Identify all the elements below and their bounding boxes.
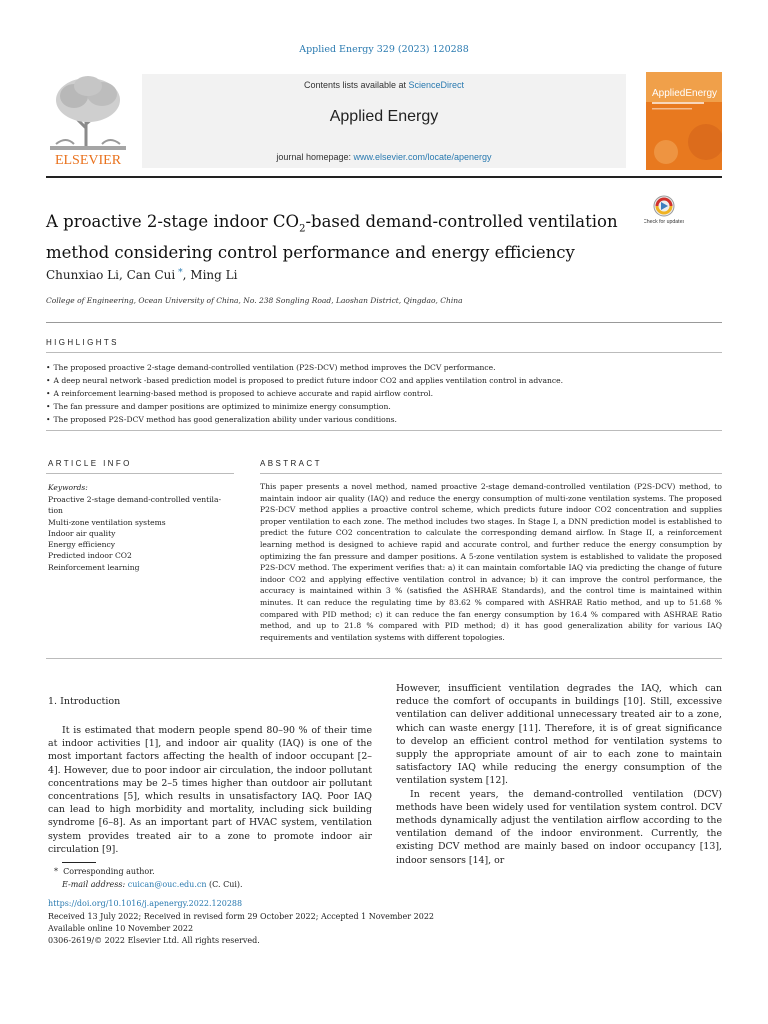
homepage-prefix: journal homepage: <box>276 152 354 162</box>
elsevier-tree-icon <box>46 70 130 168</box>
body-paragraph: It is estimated that modern people spend 80–90 % of their time at indoor activities [1], and indoor air quality (IAQ) is one of the most important factors affecting the health of indoor occupant [2–4]. However, due to poor indoor air circulation, the indoor pollutant concentrations may be 2–5 times higher than outdoor air pollutant concentrations [5], which results in unsatisfactory IAQ. Poor IAQ can lead to high morbidity and mortality, including sick building syndrome [6–8]. As an important part of HVAC system, ventilation system provides treated air to a zone to promote indoor air circulation [9]. <box>48 725 372 855</box>
journal-cover-image[interactable] <box>646 72 722 170</box>
keywords-list <box>48 494 234 573</box>
keyword-item[interactable]: Energy efficiency <box>48 540 116 550</box>
affiliation: College of Engineering, Ocean University of China, No. 238 Songling Road, Laoshan District, Qingdao, China <box>46 296 463 305</box>
check-for-updates-button[interactable] <box>644 194 684 232</box>
email-label: E-mail address: <box>62 880 128 889</box>
body-column-left <box>48 724 372 856</box>
contents-line <box>142 80 626 90</box>
check-updates-icon <box>644 194 684 232</box>
highlights-rule-top <box>46 322 722 323</box>
footnote-text: Corresponding author. <box>63 867 155 876</box>
publisher-name: ELSEVIER <box>54 153 122 168</box>
highlights-rule-bottom <box>46 430 722 431</box>
online-date: Available online 10 November 2022 <box>48 924 194 933</box>
body-paragraph: However, insufficient ventilation degrades the IAQ, which can reduce the comfort of occupants in buildings [10]. Still, excessive ventilation can deliver additional unnecessary treated air to a zone, which can waste energy [11]. Therefore, it is of great significance to develop an efficient control method for ventilation systems to supply the appropriate amount of air to each zone to maintain satisfactory IAQ while reducing the energy consumption of the ventilation system [12]. <box>396 683 722 787</box>
highlights-heading: HIGHLIGHTS <box>46 338 119 347</box>
article-title <box>46 210 626 265</box>
journal-name: Applied Energy <box>329 108 439 125</box>
abstract-body: This paper presents a novel method, named proactive 2-stage demand-controlled ventilation (P2S-DCV) method, to maintain indoor air quality (IAQ) and reduce the energy consumption of multi-zone ventilation systems. The proposed P2S-DCV method applies a proactive control scheme, which predicts future indoor CO2 concentration and supplies proper ventilation to each zone. The method includes two stages. In Stage I, a DNN prediction model is established to predict the future CO2 concentration to calculate the corresponding demand airflow. In Stage II, a reinforcement learning method is designed to achieve rapid and accurate control, and further reduce the energy consumption by optimizing the fan pressure and damper positions. A 5-zone ventilation system is established to validate the proposed P2S-DCV method. The experiment verifies that: a) it can maintain comfortable IAQ via predicting the change of future indoor CO2 and applying effective ventilation control in advance; b) it can improve the control performance, the accuracy is maintained within 3 % (satisfied the ASHRAE Standards), and the control time is maintained within minutes. It can reduce the regulating time by 83.62 % compared with ASHRAE Ratio method, and up to 51.68 % compared with PID method; c) it can reduce the fan energy consumption by 16.4 % compared with ASHRAE Ratio method, and up to 21.8 % compared with PID method; d) it has good generalization ability for various IAQ requirements and ventilation systems with different topologies. <box>260 482 722 642</box>
keywords-label: Keywords: <box>48 483 88 492</box>
title-part-1: A proactive 2-stage indoor CO <box>46 212 300 231</box>
elsevier-logo <box>46 70 130 168</box>
abstract-rule <box>260 473 722 474</box>
author-3[interactable]: Ming Li <box>190 268 238 282</box>
highlight-item: • The proposed P2S-DCV method has good generalization ability under various conditions. <box>46 413 722 426</box>
abstract-heading: ABSTRACT <box>260 459 322 468</box>
keyword-item[interactable]: Multi-zone ventilation systems <box>48 517 166 527</box>
author-2[interactable]: Can Cui <box>126 268 176 282</box>
journal-reference-link[interactable]: Applied Energy 329 (2023) 120288 <box>299 44 469 55</box>
highlight-item: • A deep neural network -based prediction model is proposed to predict future indoor CO2 and applies ventilation control in advance. <box>46 374 722 387</box>
article-info-heading: ARTICLE INFO <box>48 459 132 468</box>
check-updates-label: Check for updates <box>644 219 684 225</box>
abstract-rule-bottom <box>46 658 722 659</box>
email-note <box>62 880 243 889</box>
body-column-right <box>396 682 722 867</box>
cover-title: AppliedEnergy <box>652 88 718 99</box>
body-paragraph: In recent years, the demand-controlled ventilation (DCV) methods have been widely used for ventilation system control. DCV methods dynamically adjust the ventilation airflow according to the ventilation demand of the indoor environment. Currently, the existing DCV method are mainly based on indoor occupancy [13], indoor sensors [14], or <box>396 788 722 866</box>
copyright-line: 0306-2619/© 2022 Elsevier Ltd. All rights reserved. <box>48 936 260 945</box>
corresponding-author-note <box>54 867 155 876</box>
keyword-item[interactable]: Indoor air quality <box>48 528 116 538</box>
email-link[interactable]: cuican@ouc.edu.cn <box>127 880 207 889</box>
homepage-link[interactable]: www.elsevier.com/locate/apenergy <box>353 152 492 162</box>
homepage-line <box>142 152 626 162</box>
title-subscript: 2 <box>299 223 306 235</box>
keyword-item[interactable]: Reinforcement learning <box>48 562 140 572</box>
keyword-item[interactable]: Predicted indoor CO2 <box>48 551 132 561</box>
footnote-mark: * <box>54 867 58 876</box>
cover-graphic <box>646 72 722 170</box>
title-part-2: -based demand-controlled ventilation method considering control performance and energy efficiency <box>46 212 618 263</box>
highlight-item: • The proposed proactive 2-stage demand-controlled ventilation (P2S-DCV) method improves the DCV performance. <box>46 361 722 374</box>
received-dates: Received 13 July 2022; Received in revised form 29 October 2022; Accepted 1 November 2022 <box>48 912 435 921</box>
section-heading-introduction: 1. Introduction <box>48 696 121 707</box>
footnote-rule <box>62 862 96 863</box>
header-rule <box>46 176 722 178</box>
author-list <box>46 268 237 282</box>
author-separator: , <box>182 268 191 282</box>
keyword-item[interactable]: Proactive 2-stage demand-controlled ventila- <box>48 495 222 504</box>
highlight-item: • A reinforcement learning-based method is proposed to achieve accurate and rapid airflow control. <box>46 387 722 400</box>
article-info-rule <box>46 473 234 474</box>
doi-link[interactable]: https://doi.org/10.1016/j.apenergy.2022.120288 <box>48 899 243 908</box>
keyword-item[interactable]: tion <box>48 506 63 516</box>
highlight-item: • The fan pressure and damper positions are optimized to minimize energy consumption. <box>46 400 722 413</box>
highlights-rule <box>46 352 722 353</box>
sciencedirect-link[interactable]: ScienceDirect <box>408 80 465 90</box>
corresponding-author-mark[interactable]: * <box>178 268 183 278</box>
highlights-list <box>46 361 722 426</box>
author-separator: , <box>118 268 127 282</box>
email-suffix: (C. Cui). <box>206 880 243 889</box>
contents-prefix: Contents lists available at <box>303 80 409 90</box>
author-1[interactable]: Chunxiao Li <box>46 268 119 282</box>
